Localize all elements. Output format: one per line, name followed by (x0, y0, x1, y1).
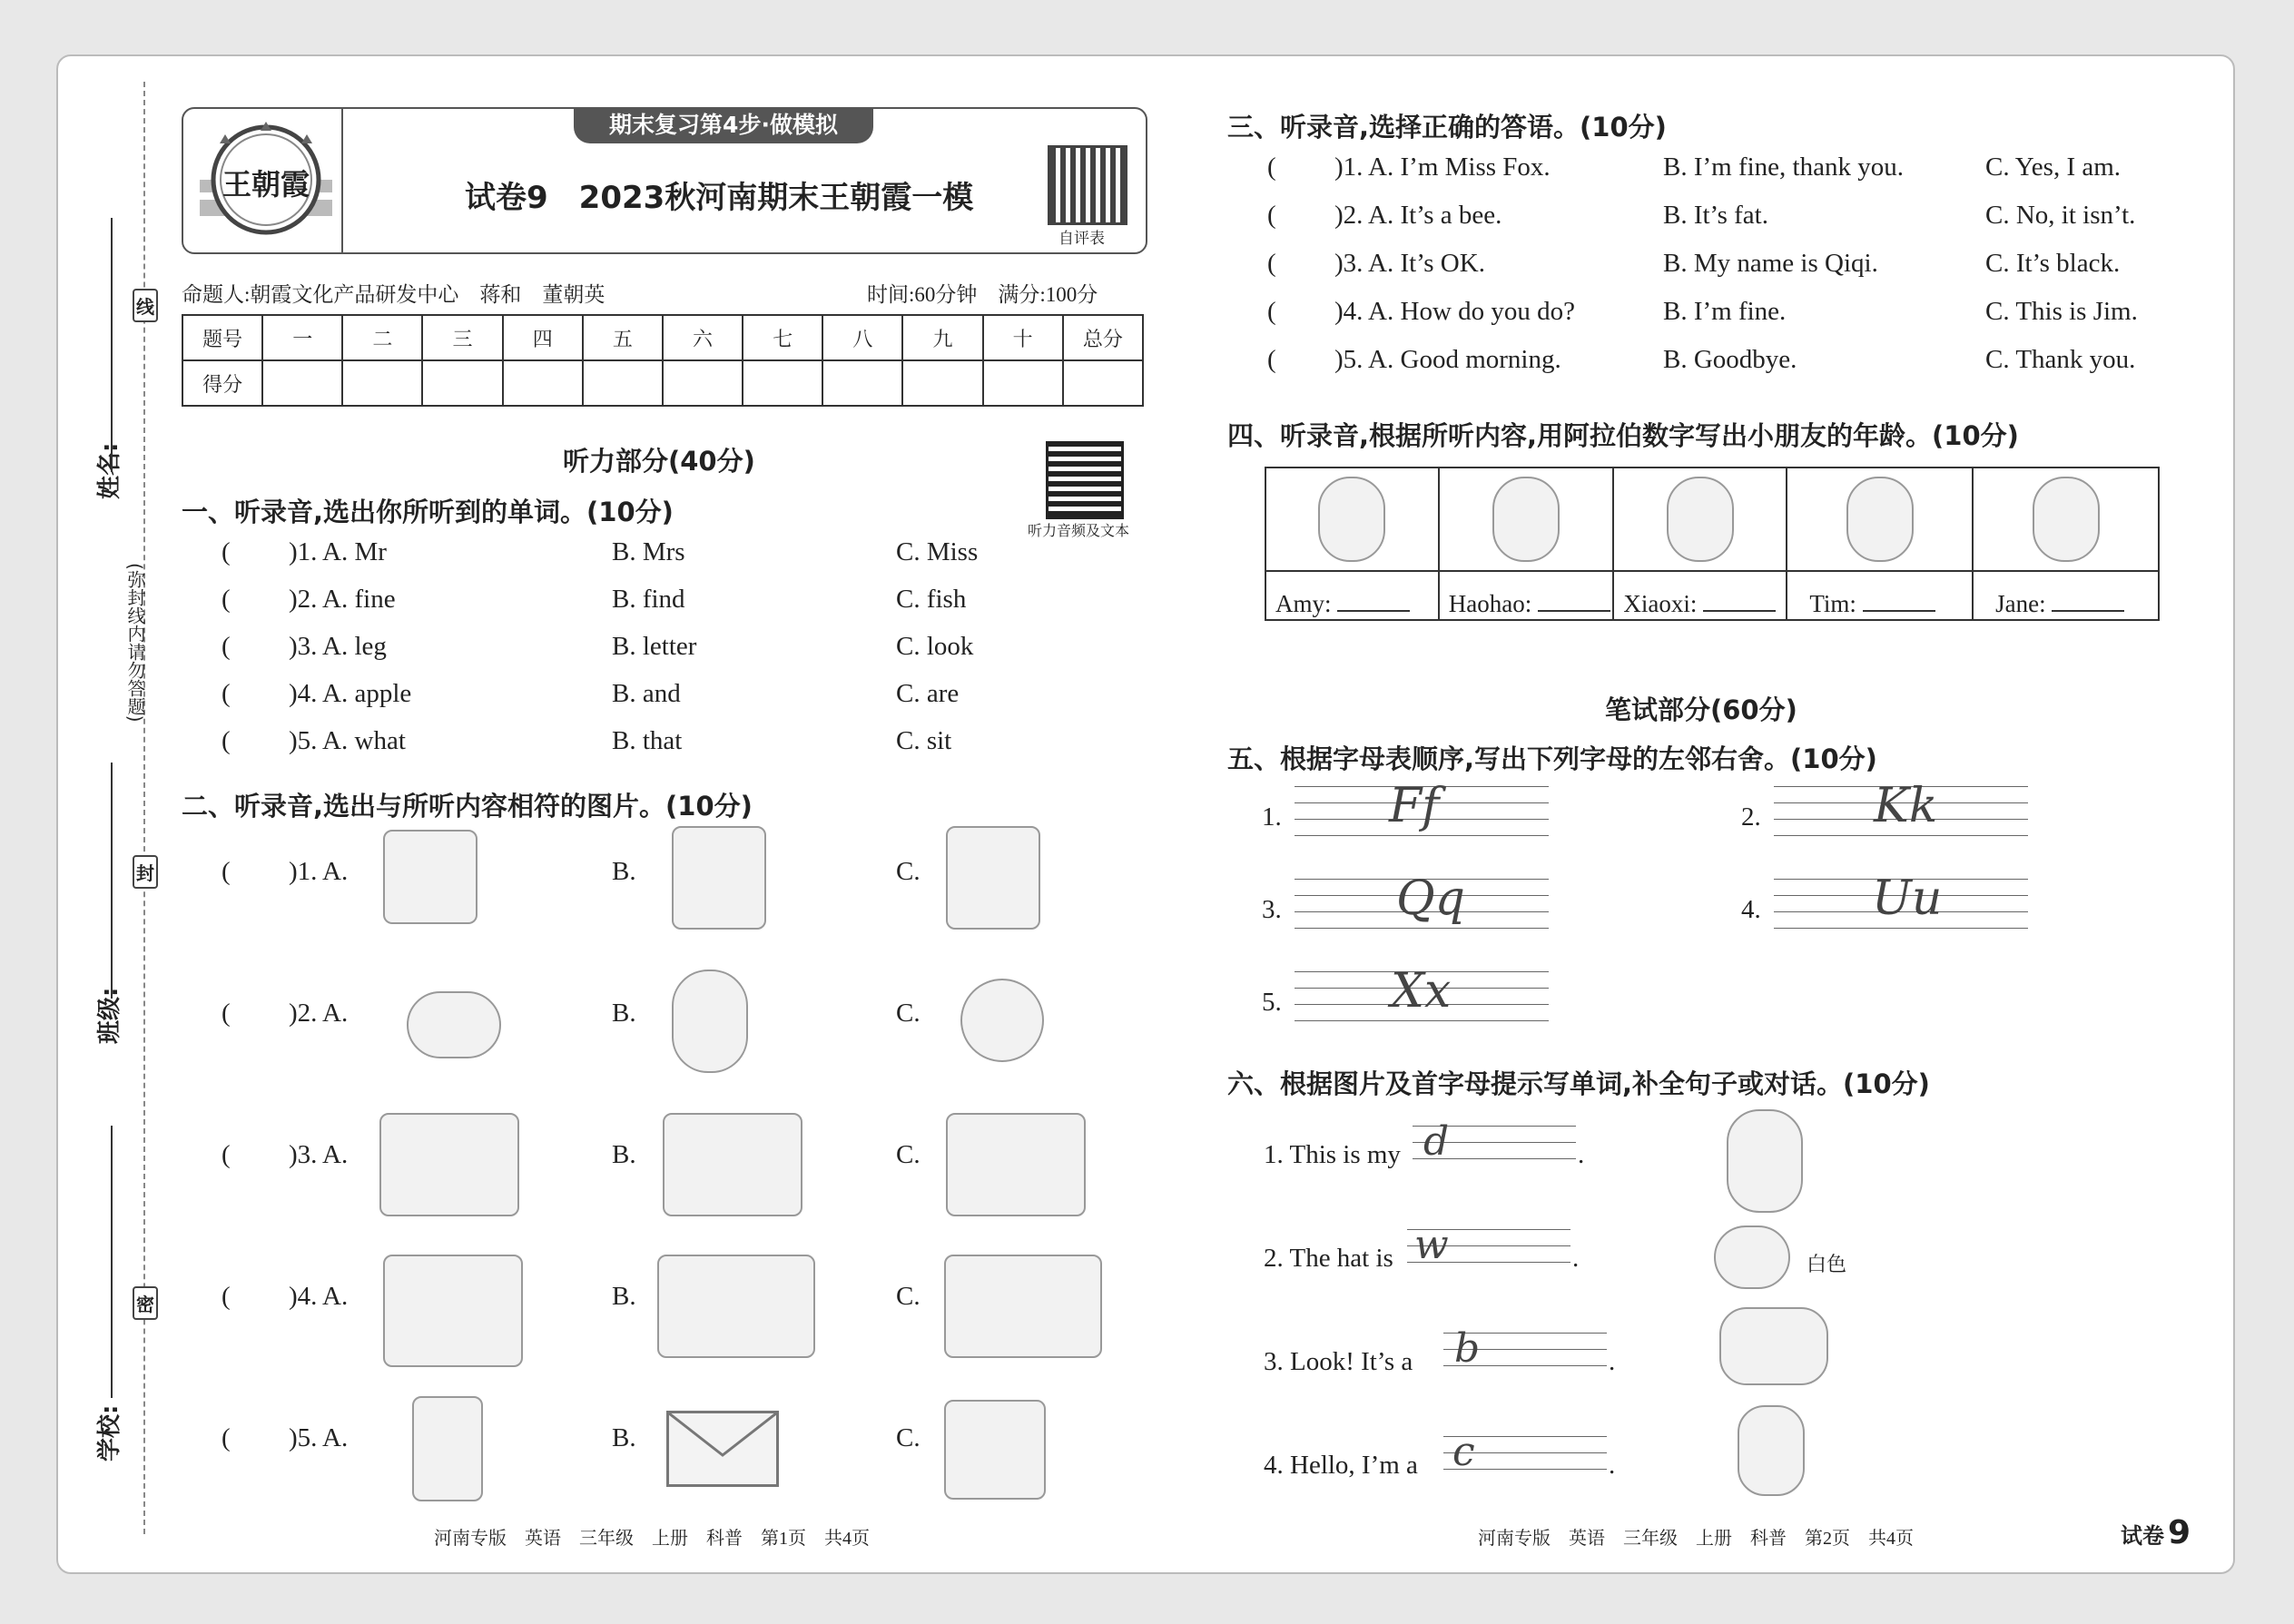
given-letters: Xx (1391, 964, 1452, 1019)
list-item (1227, 249, 2190, 297)
score-cell: 五 (583, 315, 663, 360)
hat-picture (1714, 1225, 1790, 1289)
answer-blank[interactable]: ( (222, 632, 231, 661)
option-c: C. look (896, 632, 974, 661)
haohao-picture (1492, 477, 1560, 562)
answer-blank[interactable]: ( (222, 1140, 231, 1169)
self-eval-qr-icon[interactable] (1048, 145, 1127, 225)
option-c: C. (896, 1282, 921, 1311)
table-cell (1973, 571, 2159, 620)
option-c: C. It’s black. (1985, 249, 2121, 278)
list-item (182, 1396, 1144, 1532)
given-letters: Kk (1874, 779, 1938, 833)
hint-letter: c (1452, 1429, 1475, 1475)
bag-picture[interactable] (412, 1396, 483, 1501)
hint-letter: w (1414, 1222, 1449, 1268)
answer-blank[interactable]: ( (222, 857, 231, 886)
score-cell: 一 (262, 315, 342, 360)
given-letters: Uu (1872, 871, 1943, 926)
option-a: )4. A. How do you do? (1334, 297, 1576, 326)
age-blank[interactable] (2052, 610, 2124, 612)
score-row-label: 得分 (182, 360, 262, 406)
score-table (182, 314, 1144, 407)
item-number: 1. (1262, 802, 1282, 832)
list-item (182, 537, 1144, 585)
score-cell: 题号 (182, 315, 262, 360)
class-field[interactable] (111, 763, 113, 999)
option-a: )3. A. leg (289, 632, 387, 661)
section6-heading: 六、根据图片及首字母提示写单词,补全句子或对话。(10分) (1227, 1068, 1930, 1099)
letter-item-5 (1262, 964, 1552, 1044)
header-divider (341, 109, 343, 252)
child-name: Amy: (1275, 590, 1332, 617)
score-table-header-row (182, 315, 1143, 360)
answer-blank[interactable]: ( (222, 537, 231, 566)
listening-heading: 听力部分(40分) (563, 446, 755, 477)
list-item (182, 969, 1144, 1106)
teacher-student-picture[interactable] (383, 1255, 523, 1367)
answer-blank[interactable]: ( (1267, 297, 1276, 326)
list-item (182, 585, 1144, 632)
seal-mark-secret: 密 (133, 1286, 158, 1320)
list-item (182, 679, 1144, 726)
score-input[interactable] (262, 360, 342, 406)
table-cell (1265, 468, 1439, 571)
option-c: C. fish (896, 585, 967, 614)
name-label (91, 318, 124, 499)
sentence-end: . (1609, 1347, 1616, 1376)
listening-qr-label: 听力音频及文本 (1028, 522, 1130, 539)
answer-blank[interactable]: ( (222, 585, 231, 614)
table-cell (1439, 468, 1614, 571)
option-b: B. I’m fine, thank you. (1663, 153, 1904, 182)
option-b: B. (612, 857, 636, 886)
option-b: B. I’m fine. (1663, 297, 1787, 326)
option-a: )3. A. It’s OK. (1334, 249, 1485, 278)
option-b: B. (612, 1282, 636, 1311)
option-a: )2. A. fine (289, 585, 396, 614)
seal-mark-line: 线 (133, 289, 158, 322)
option-a: )5. A. what (289, 726, 406, 755)
child-name: Jane: (1995, 590, 2046, 617)
header-box (182, 107, 1147, 254)
ages-picture-row (1265, 468, 2159, 571)
answer-blank[interactable]: ( (1267, 153, 1276, 182)
option-a: )1. A. I’m Miss Fox. (1334, 153, 1551, 182)
score-input[interactable] (743, 360, 822, 406)
frog-picture[interactable] (672, 826, 766, 930)
answer-blank[interactable]: ( (222, 1282, 231, 1311)
school-label-text: 学校: (96, 1404, 123, 1462)
option-a: )5. A. Good morning. (1334, 345, 1561, 374)
section2-list (182, 826, 1144, 1534)
sentence-end: . (1578, 1140, 1585, 1169)
item-number: 2. (1741, 802, 1761, 832)
sentence-end: . (1572, 1244, 1580, 1273)
option-a: )2. A. It’s a bee. (1334, 201, 1502, 230)
answer-blank[interactable]: ( (1267, 249, 1276, 278)
footer-right: 河南专版 英语 三年级 上册 科普 第2页 共4页 (1478, 1529, 1914, 1549)
child-name: Xiaoxi: (1623, 590, 1698, 617)
option-c: C. No, it isn’t. (1985, 201, 2136, 230)
score-input[interactable] (983, 360, 1063, 406)
option-a: )2. A. (289, 999, 349, 1028)
option-b: B. find (612, 585, 685, 614)
kids-greeting-picture[interactable] (379, 1113, 519, 1216)
option-c: C. are (896, 679, 960, 708)
section3-list (1227, 153, 2190, 393)
sentence-item-1 (1264, 1118, 2081, 1213)
sentence-end: . (1609, 1451, 1616, 1480)
table-cell (1613, 571, 1787, 620)
score-table-score-row (182, 360, 1143, 406)
exam-title: 试卷9 2023秋河南期末王朝霞一模 (465, 180, 974, 216)
list-item (182, 1113, 1144, 1249)
section1-list (182, 537, 1144, 773)
envelope-picture[interactable] (666, 1411, 779, 1487)
option-c: C. (896, 999, 921, 1028)
score-input[interactable] (822, 360, 902, 406)
option-c: C. Yes, I am. (1985, 153, 2122, 182)
answer-blank[interactable]: ( (222, 1423, 231, 1452)
schoolbag-picture[interactable] (944, 1400, 1046, 1500)
score-cell: 三 (422, 315, 502, 360)
score-input[interactable] (902, 360, 982, 406)
section5-heading: 五、根据字母表顺序,写出下列字母的左邻右舍。(10分) (1227, 743, 1877, 774)
score-input[interactable] (663, 360, 743, 406)
school-label (91, 1280, 124, 1462)
age-blank[interactable] (1703, 610, 1776, 612)
answer-blank[interactable]: ( (222, 679, 231, 708)
table-cell (1973, 468, 2159, 571)
score-cell: 四 (503, 315, 583, 360)
cat-picture (1738, 1405, 1805, 1496)
writing-heading: 笔试部分(60分) (1605, 694, 1797, 725)
option-b: B. Mrs (612, 537, 685, 566)
letter-item-4 (1741, 871, 2032, 951)
answer-blank[interactable]: ( (222, 999, 231, 1028)
option-c: C. This is Jim. (1985, 297, 2138, 326)
binding-margin (91, 73, 172, 1561)
option-b: B. It’s fat. (1663, 201, 1768, 230)
class-label (91, 862, 124, 1044)
option-a: )3. A. (289, 1140, 349, 1169)
school-field[interactable] (111, 1126, 113, 1398)
step-badge: 期末复习第4步·做模拟 (574, 107, 873, 143)
logo (198, 116, 334, 243)
score-cell: 总分 (1063, 315, 1143, 360)
fish-picture[interactable] (383, 830, 478, 924)
ages-name-row (1265, 571, 2159, 620)
answer-blank[interactable]: ( (1267, 201, 1276, 230)
sentence-item-3 (1264, 1325, 2081, 1420)
option-c: C. (896, 857, 921, 886)
banana-picture[interactable] (407, 991, 501, 1058)
logo-text: 王朝霞 (222, 167, 310, 202)
envelope-icon (669, 1413, 776, 1484)
answer-blank[interactable]: ( (222, 726, 231, 755)
table-cell (1787, 571, 1973, 620)
paper-number-label (2121, 1514, 2191, 1551)
item-number: 5. (1262, 988, 1282, 1017)
option-c: C. (896, 1140, 921, 1169)
sentence-text: 2. The hat is (1264, 1244, 1393, 1273)
sentence-text: 3. Look! It’s a (1264, 1347, 1413, 1376)
age-blank[interactable] (1538, 610, 1610, 612)
option-b: B. that (612, 726, 683, 755)
kids-talking-picture[interactable] (663, 1113, 802, 1216)
letter-item-3 (1262, 871, 1552, 951)
given-letters: Qq (1396, 871, 1465, 926)
pear-picture[interactable] (672, 969, 748, 1073)
option-c: C. Miss (896, 537, 979, 566)
name-field[interactable] (111, 218, 113, 472)
sentence-item-4 (1264, 1429, 2081, 1523)
list-item (1227, 201, 2190, 249)
option-b: B. Goodbye. (1663, 345, 1797, 374)
answer-blank[interactable]: ( (1267, 345, 1276, 374)
section1-heading: 一、听录音,选出你所听到的单词。(10分) (182, 497, 674, 527)
score-input[interactable] (583, 360, 663, 406)
orange-picture[interactable] (960, 979, 1044, 1062)
sentence-text: 1. This is my (1264, 1140, 1401, 1169)
sentence-item-2 (1264, 1222, 2081, 1316)
child-name: Tim: (1809, 590, 1856, 617)
option-a: )4. A. (289, 1282, 349, 1311)
tim-picture (1846, 477, 1914, 562)
table-cell (1439, 571, 1614, 620)
qr-label: 自评表 (1058, 230, 1105, 248)
seal-mark-seal: 封 (133, 855, 158, 889)
kids-waving-picture[interactable] (946, 1113, 1086, 1216)
age-blank[interactable] (1337, 610, 1410, 612)
hint-letter: d (1423, 1118, 1450, 1165)
score-cell: 九 (902, 315, 982, 360)
bear-cat-picture[interactable] (657, 1255, 815, 1358)
xiaoxi-picture (1667, 477, 1734, 562)
section4-heading: 四、听录音,根据所听内容,用阿拉伯数字写出小朋友的年龄。(10分) (1227, 420, 2019, 451)
paper-number: 9 (2168, 1514, 2191, 1551)
age-blank[interactable] (1863, 610, 1935, 612)
ages-table (1265, 467, 2160, 621)
option-b: B. (612, 1423, 636, 1452)
score-input[interactable] (503, 360, 583, 406)
list-item (182, 726, 1144, 773)
option-b: B. (612, 1140, 636, 1169)
score-cell: 七 (743, 315, 822, 360)
option-c: C. sit (896, 726, 952, 755)
list-item (182, 1255, 1144, 1391)
jane-picture (2033, 477, 2100, 562)
item-number: 3. (1262, 895, 1282, 924)
score-cell: 十 (983, 315, 1063, 360)
listening-qr-icon[interactable] (1046, 441, 1124, 519)
time-line: 时间:60分钟 满分:100分 (867, 283, 1098, 306)
table-cell (1613, 468, 1787, 571)
amy-picture (1318, 477, 1385, 562)
table-cell (1787, 468, 1973, 571)
option-b: B. letter (612, 632, 697, 661)
option-b: B. (612, 999, 636, 1028)
dad-picture (1727, 1109, 1803, 1213)
list-item (1227, 345, 2190, 393)
score-input[interactable] (342, 360, 422, 406)
seal-note: (弥封线内请勿答题) (124, 563, 146, 723)
hen-picture[interactable] (946, 826, 1040, 930)
name-label-text: 姓名: (96, 442, 123, 499)
option-b: B. My name is Qiqi. (1663, 249, 1878, 278)
score-cell: 六 (663, 315, 743, 360)
footer-left: 河南专版 英语 三年级 上册 科普 第1页 共4页 (434, 1529, 870, 1549)
cat-bear-picture[interactable] (944, 1255, 1102, 1358)
option-a: )1. A. (289, 857, 349, 886)
option-a: )5. A. (289, 1423, 349, 1452)
color-hint: 白色 (1807, 1254, 1847, 1276)
bear-picture (1719, 1307, 1828, 1385)
option-c: C. Thank you. (1985, 345, 2136, 374)
table-cell (1265, 571, 1439, 620)
paper-label-text: 试卷 (2121, 1523, 2164, 1549)
list-item (1227, 297, 2190, 345)
score-input[interactable] (422, 360, 502, 406)
list-item (1227, 153, 2190, 201)
score-input[interactable] (1063, 360, 1143, 406)
class-label-text: 班级: (96, 987, 123, 1044)
list-item (182, 632, 1144, 679)
letter-item-1 (1262, 779, 1552, 859)
option-a: )4. A. apple (289, 679, 412, 708)
author-line: 命题人:朝霞文化产品研发中心 蒋和 董朝英 (182, 283, 605, 306)
sentence-text: 4. Hello, I’m a (1264, 1451, 1418, 1480)
option-b: B. and (612, 679, 681, 708)
item-number: 4. (1741, 895, 1761, 924)
section2-heading: 二、听录音,选出与所听内容相符的图片。(10分) (182, 791, 753, 822)
letter-item-2 (1741, 779, 2032, 859)
section3-heading: 三、听录音,选择正确的答语。(10分) (1227, 112, 1667, 143)
list-item (182, 826, 1144, 962)
option-c: C. (896, 1423, 921, 1452)
score-cell: 二 (342, 315, 422, 360)
given-letters: Ff (1389, 779, 1440, 833)
score-cell: 八 (822, 315, 902, 360)
option-a: )1. A. Mr (289, 537, 387, 566)
child-name: Haohao: (1448, 590, 1532, 617)
hint-letter: b (1454, 1325, 1481, 1372)
